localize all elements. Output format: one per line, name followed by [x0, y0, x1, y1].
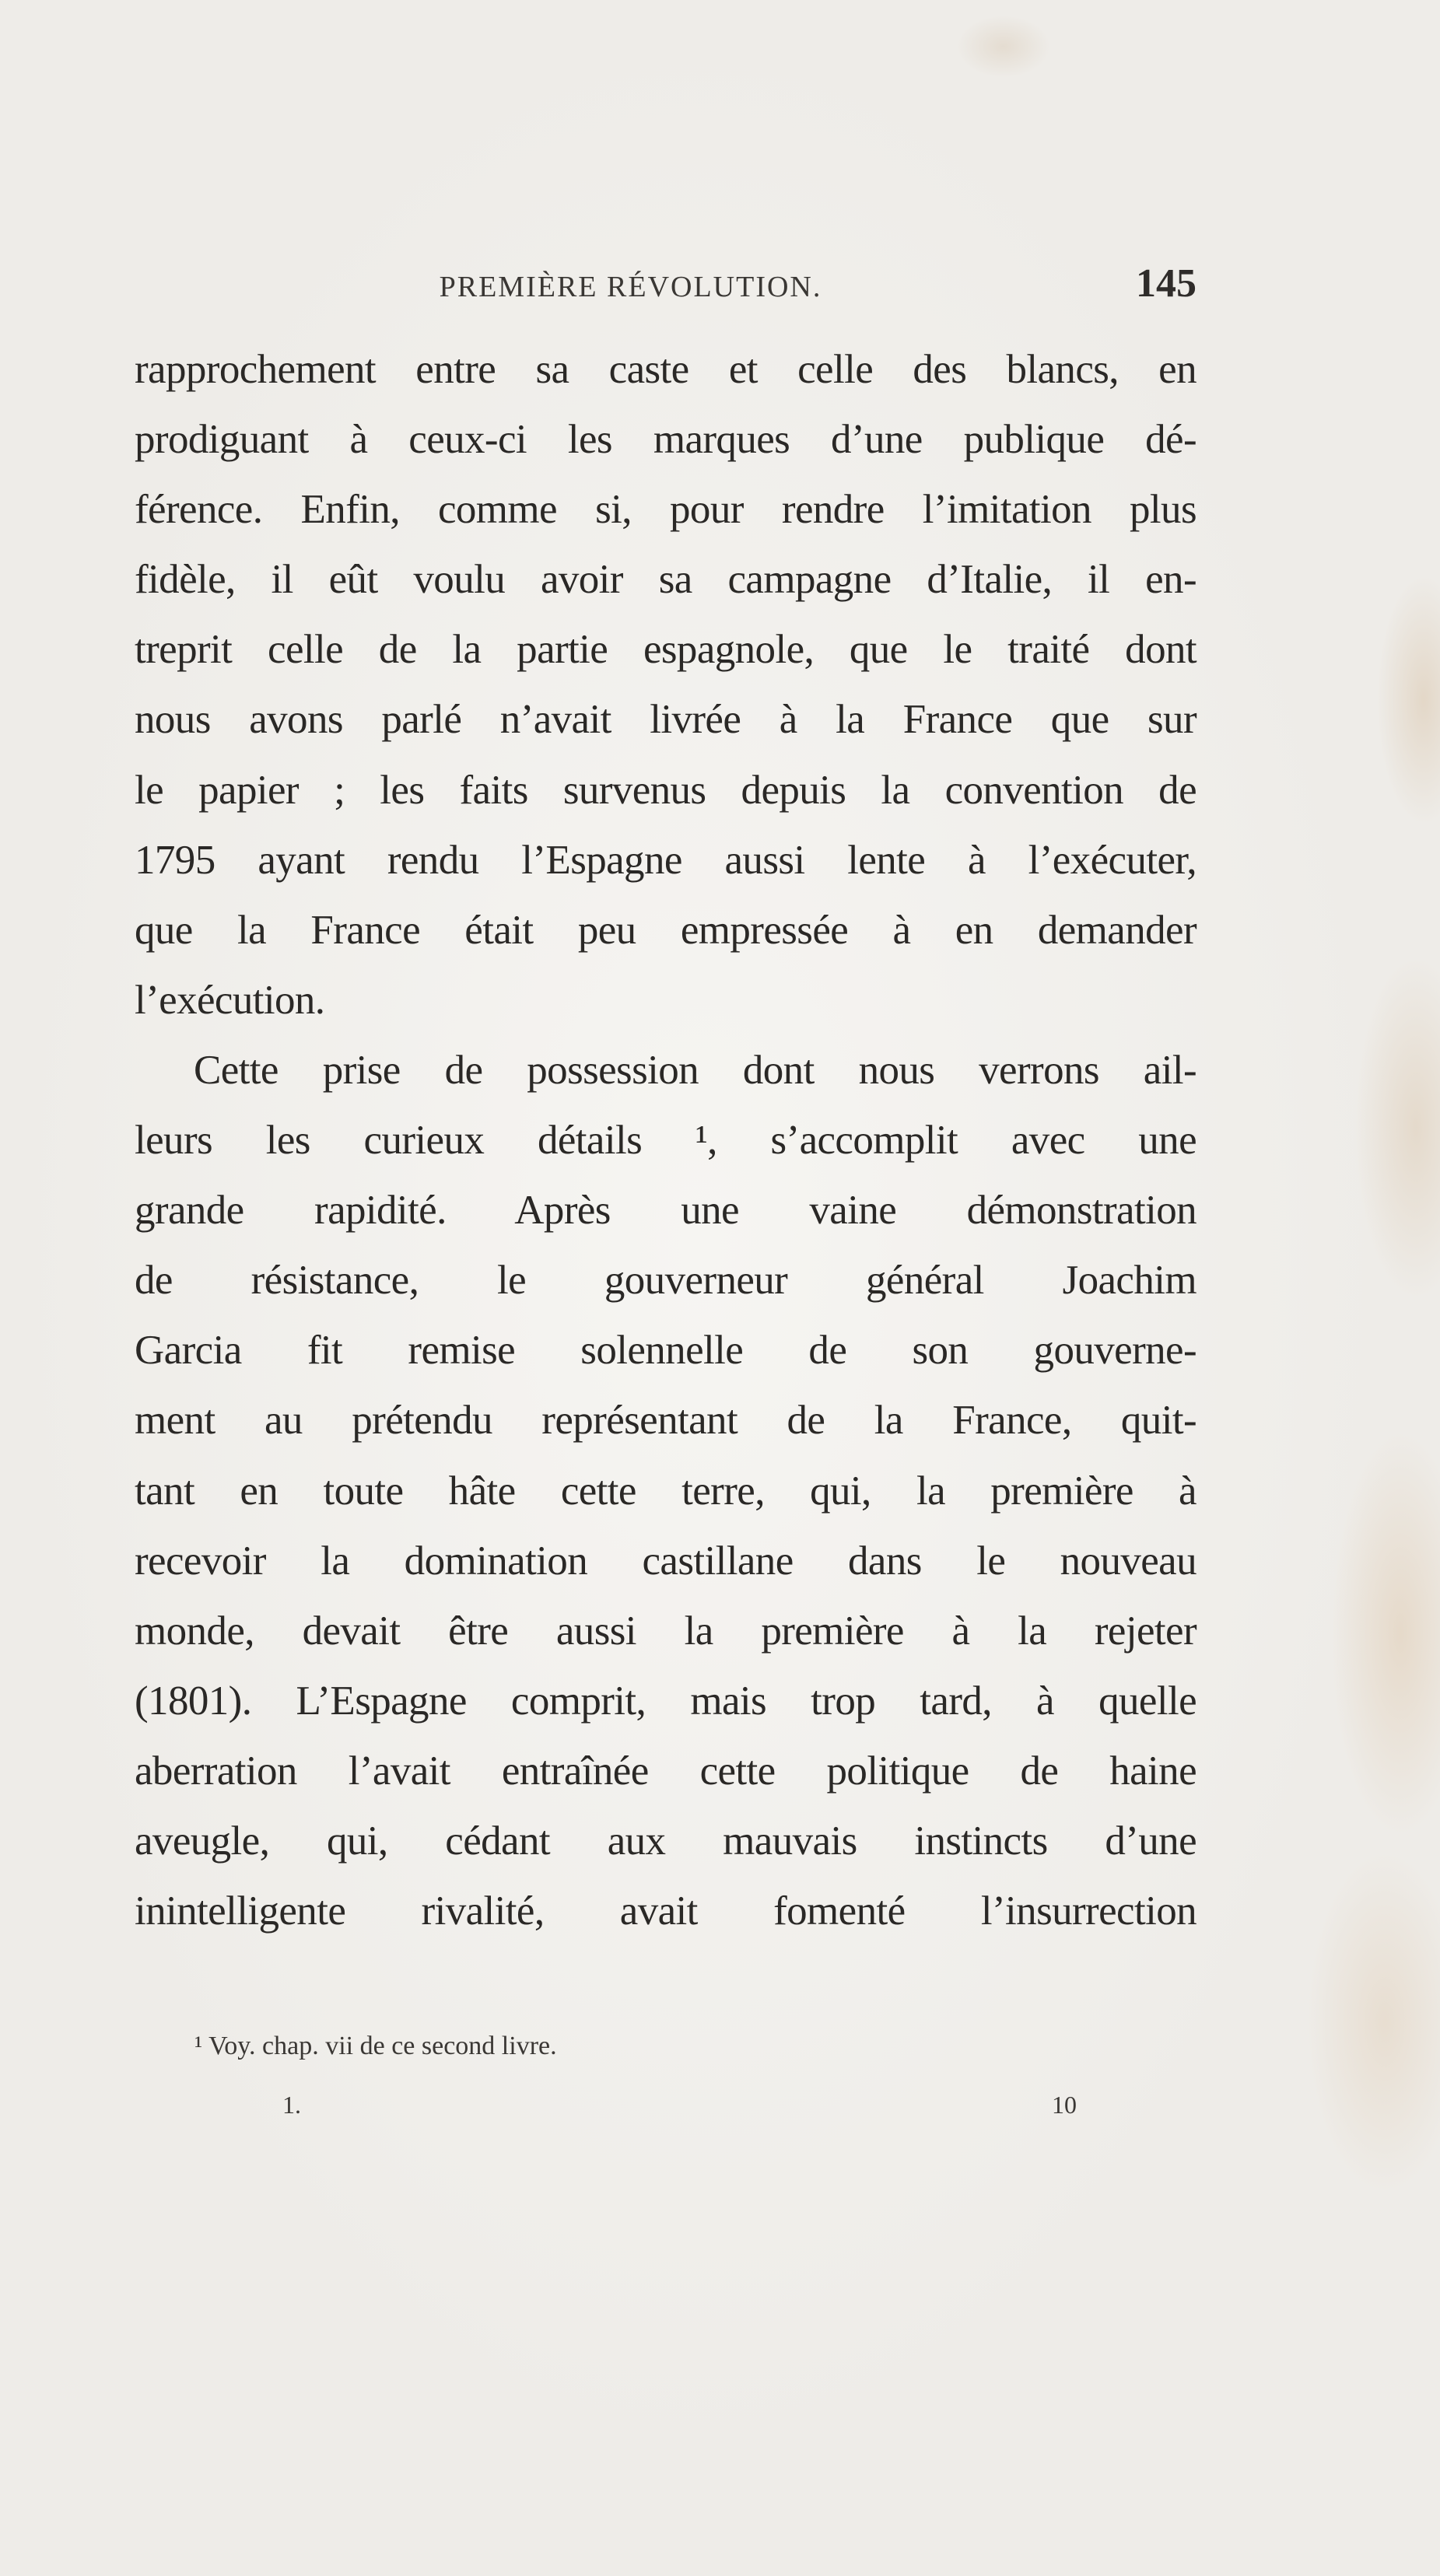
- text-line: le papier ; les faits survenus depuis la convention de: [135, 767, 1196, 813]
- text-line: nous avons parlé n’avait livrée à la France que sur: [135, 697, 1196, 743]
- body-text: [135, 334, 1196, 1946]
- text-line: treprit celle de la partie espagnole, que le traité dont: [135, 627, 1196, 673]
- footnote: ¹ Voy. chap. vii de ce second livre.: [194, 2032, 557, 2060]
- text-line: 1795 ayant rendu l’Espagne aussi lente à l’exécuter,: [135, 837, 1196, 883]
- text-line: recevoir la domination castillane dans le nouveau: [135, 1538, 1196, 1584]
- page-number: 145: [1136, 261, 1196, 306]
- text-line: leurs les curieux détails ¹, s’accomplit avec une: [135, 1118, 1196, 1164]
- text-line: inintelligente rivalité, avait fomenté l’insurrection: [135, 1888, 1196, 1934]
- text-line: grande rapidité. Après une vaine démonstration: [135, 1188, 1196, 1234]
- text-line: rapprochement entre sa caste et celle des blancs, en: [135, 347, 1196, 392]
- running-header: [135, 261, 1196, 307]
- text-line: fidèle, il eût voulu avoir sa campagne d’Italie, il en-: [135, 557, 1196, 603]
- text-line: monde, devait être aussi la première à la rejeter: [135, 1608, 1196, 1654]
- folio-number: 10: [1052, 2091, 1077, 2119]
- text-line: férence. Enfin, comme si, pour rendre l’imitation plus: [135, 487, 1196, 533]
- text-line: prodiguant à ceux-ci les marques d’une publique dé-: [135, 417, 1196, 463]
- text-line: ment au prétendu représentant de la France, quit-: [135, 1398, 1196, 1444]
- text-line: l’exécution.: [135, 977, 325, 1023]
- text-line: aberration l’avait entraînée cette politique de haine: [135, 1748, 1196, 1794]
- text-line: (1801). L’Espagne comprit, mais trop tard, à quelle: [135, 1678, 1196, 1724]
- text-line: que la France était peu empressée à en demander: [135, 907, 1196, 953]
- text-line: tant en toute hâte cette terre, qui, la première à: [135, 1468, 1196, 1514]
- signature-mark: 1.: [282, 2091, 301, 2119]
- running-title: PREMIÈRE RÉVOLUTION.: [439, 271, 822, 303]
- text-line: Cette prise de possession dont nous verrons ail-: [194, 1047, 1196, 1093]
- text-line: de résistance, le gouverneur général Joachim: [135, 1258, 1196, 1304]
- text-line: aveugle, qui, cédant aux mauvais instincts d’une: [135, 1818, 1196, 1864]
- text-line: Garcia fit remise solennelle de son gouverne-: [135, 1328, 1196, 1374]
